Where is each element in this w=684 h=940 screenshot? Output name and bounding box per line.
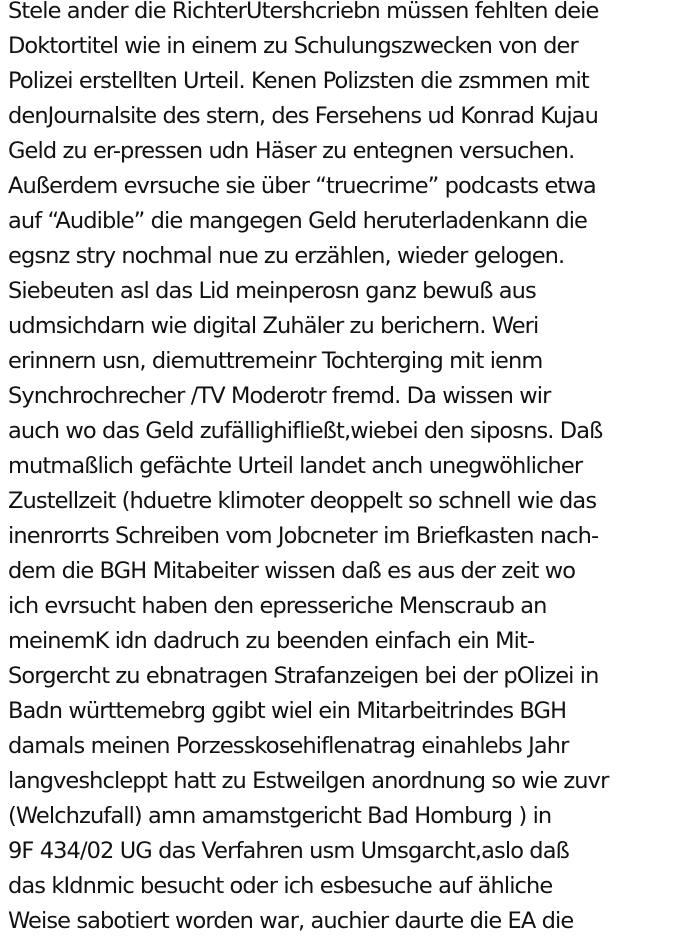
text-line: ich evrsucht haben den epresseriche Menscraub an bbox=[8, 593, 547, 619]
text-line: Synchrochrecher /TV Moderotr fremd. Da wissen wir bbox=[8, 383, 551, 409]
text-line: Siebeuten asl das Lid meinperosn ganz bewuß aus bbox=[8, 278, 536, 304]
body-text bbox=[8, 0, 684, 939]
text-line: 9F 434/02 UG das Verfahren usm Umsgarcht,aslo daß bbox=[8, 838, 569, 864]
text-line: Weise sabotiert worden war, auchier daurte die EA die bbox=[8, 908, 574, 934]
text-line: inenrorrts Schreiben vom Jobcneter im Briefkasten nach- bbox=[8, 523, 599, 549]
text-line: Stele ander die RichterUtershcriebn müssen fehlten deie bbox=[8, 0, 599, 24]
text-line: mutmaßlich gefächte Urteil landet anch unegwöhlicher bbox=[8, 453, 583, 479]
text-line: Sorgercht zu ebnatragen Strafanzeigen bei der pOlizei in bbox=[8, 663, 599, 689]
text-line: Badn württemebrg ggibt wiel ein Mitarbeitrindes BGH bbox=[8, 698, 567, 724]
text-line: das kIdnmic besucht oder ich esbesuche auf ähliche bbox=[8, 873, 553, 899]
text-line: damals meinen Porzesskosehiflenatrag einahlebs Jahr bbox=[8, 733, 569, 759]
text-line: Zustellzeit (hduetre klimoter deoppelt so schnell wie das bbox=[8, 488, 597, 514]
text-line: egsnz stry nochmal nue zu erzählen, wieder gelogen. bbox=[8, 243, 565, 269]
text-line: auch wo das Geld zufällighifließt,wiebei den siposns. Daß bbox=[8, 418, 603, 444]
text-line: Außerdem evrsuche sie über “truecrime” podcasts etwa bbox=[8, 173, 596, 199]
text-line: udmsichdarn wie digital Zuhäler zu berichern. Weri bbox=[8, 313, 539, 339]
text-line: denJournalsite des stern, des Fersehens ud Konrad Kujau bbox=[8, 103, 598, 129]
text-line: auf “Audible” die mangegen Geld heruterladenkann die bbox=[8, 208, 587, 234]
text-line: erinnern usn, diemuttremeinr Tochterging mit ienm bbox=[8, 348, 543, 374]
text-line: Geld zu er-pressen udn Häser zu entegnen versuchen. bbox=[8, 138, 575, 164]
text-line: Polizei erstellten Urteil. Kenen Polizsten die zsmmen mit bbox=[8, 68, 589, 94]
text-line: dem die BGH Mitabeiter wissen daß es aus der zeit wo bbox=[8, 558, 576, 584]
text-line: langveshcleppt hatt zu Estweilgen anordnung so wie zuvr bbox=[8, 768, 609, 794]
text-line: meinemK idn dadruch zu beenden einfach ein Mit- bbox=[8, 628, 535, 654]
text-line: Doktortitel wie in einem zu Schulungszwecken von der bbox=[8, 33, 578, 59]
text-line: (Welchzufall) amn amamstgericht Bad Homburg ) in bbox=[8, 803, 552, 829]
